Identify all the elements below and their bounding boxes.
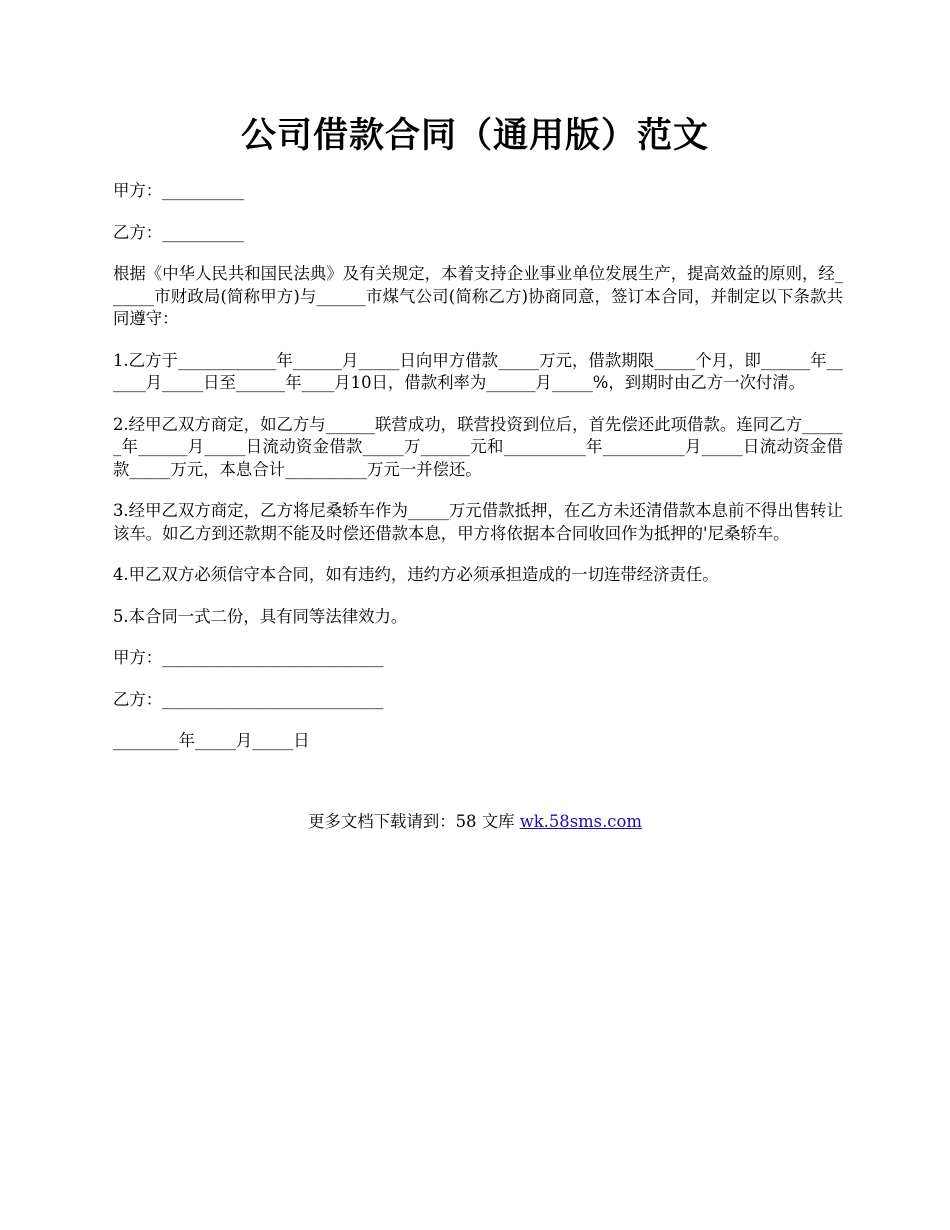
clause-3: 3.经甲乙双方商定，乙方将尼桑轿车作为_____万元借款抵押，在乙方未还清借款本息前不得出售转让该车。如乙方到还款期不能及时偿还借款本息，甲方将依据本合同收回作为抵押的'尼桑轿车。 (113, 501, 843, 543)
clause-1: 1.乙方于____________年______月_____日向甲方借款_____万元，借款期限_____个月，即______年______月_____日至______年____月10日，借款利率为______月_____%，到期时由乙方一次付清。 (113, 350, 843, 392)
download-footer (0, 810, 950, 834)
clause-2: 2.经甲乙双方商定，如乙方与______联营成功，联营投资到位后，首先偿还此项借款。连同乙方______年______月_____日流动资金借款_____万______元和__________年__________月_____日流动资金借款_____万元，本息合计__________万元一并偿还。 (113, 414, 843, 479)
intro-paragraph: 根据《中华人民共和国民法典》及有关规定，本着支持企业事业单位发展生产，提高效益的原则，经______市财政局(简称甲方)与______市煤气公司(简称乙方)协商同意，签订本合同，并制定以下条款共同遵守： (113, 264, 843, 328)
party-b-line: 乙方：__________ (113, 222, 245, 242)
signature-party-b: 乙方：___________________________ (113, 689, 384, 709)
document-body (113, 180, 843, 772)
footer-text: 更多文档下载请到：58 文库 (308, 812, 520, 831)
footer-link[interactable]: wk.58sms.com (519, 812, 642, 831)
party-a-line: 甲方：__________ (113, 181, 245, 200)
clause-5: 5.本合同一式二份，具有同等法律效力。 (113, 606, 408, 626)
document-title: 公司借款合同（通用版）范文 (240, 115, 709, 156)
signature-party-a: 甲方：___________________________ (113, 648, 384, 667)
clause-4: 4.甲乙双方必须信守本合同，如有违约，违约方必须承担造成的一切连带经济责任。 (113, 565, 719, 584)
signature-date: ________年_____月_____日 (113, 731, 310, 750)
